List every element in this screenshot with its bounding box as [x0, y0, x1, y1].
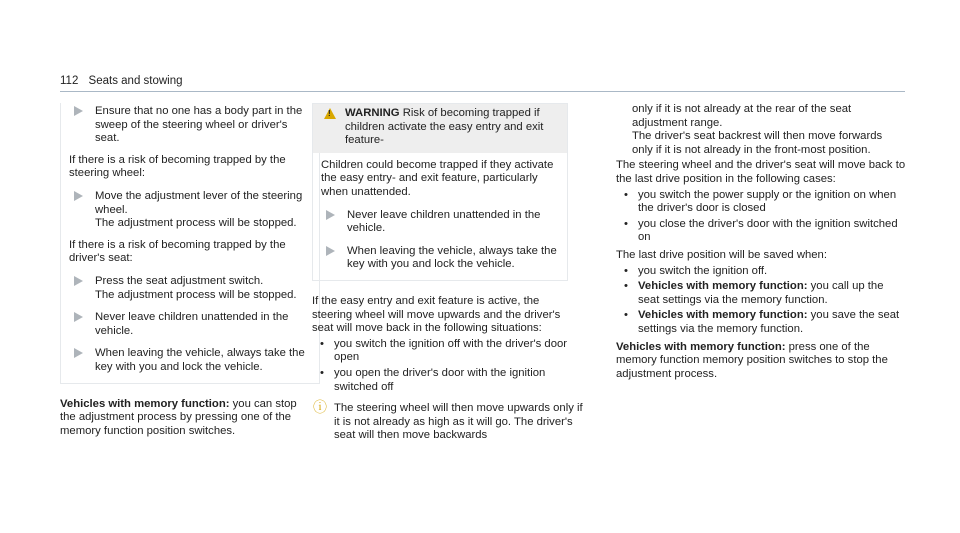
- step-text: Ensure that no one has a body part in the sweep of the steering wheel or driver's seat.: [95, 105, 303, 145]
- memory-text: press one of the memory function memory position switches to stop the adjustment process.: [616, 340, 888, 380]
- instruction-step: [321, 209, 559, 236]
- instruction-step: [69, 275, 309, 302]
- paragraph: If the easy entry and exit feature is active, the steering wheel will move upwards and the driver's seat will move back in the following situations:: [312, 294, 561, 335]
- bullet: •: [624, 309, 628, 322]
- list-item-text: you switch the ignition off with the driver's door open: [334, 337, 568, 364]
- list-item: [312, 338, 584, 365]
- step-arrow-icon: [74, 191, 83, 201]
- step-text: When leaving the vehicle, always take the key with you and lock the vehicle.: [347, 244, 557, 271]
- column-3: [616, 103, 906, 381]
- warning-header: [313, 104, 567, 153]
- list-item-text: you call up the seat settings via the memory function.: [638, 280, 884, 306]
- list-item-text: you save the seat settings via the memory function.: [638, 309, 900, 335]
- list-item: [616, 309, 906, 336]
- memory-text: you can stop the adjustment process by pressing one of the memory function position switches.: [60, 397, 297, 437]
- step-text: Never leave children unattended in the vehicle.: [95, 311, 289, 337]
- list-item-text: you open the driver's door with the ignition switched off: [334, 366, 546, 393]
- bullet: •: [320, 366, 324, 379]
- page-number: 112: [60, 75, 79, 87]
- list-item-text: you switch the ignition off.: [638, 264, 768, 277]
- list-item: [616, 189, 906, 216]
- step-text: Move the adjustment lever of the steering wheel. The adjustment process will be stopped.: [95, 189, 303, 230]
- list-item: [616, 280, 906, 307]
- instruction-step: [69, 347, 309, 374]
- step-arrow-icon: [326, 246, 335, 256]
- note: [312, 399, 584, 443]
- step-arrow-icon: [74, 348, 83, 358]
- memory-paragraph: [616, 341, 906, 382]
- list-item: [312, 367, 584, 394]
- bullet: •: [320, 337, 324, 350]
- list-item-label: Vehicles with memory function:: [638, 309, 808, 322]
- note-text: The steering wheel will then move upwards only if it is not already as high as it will go. The driver's seat will then move backwards: [334, 402, 583, 442]
- step-arrow-icon: [74, 276, 83, 286]
- step-text: Press the seat adjustment switch. The adjustment process will be stopped.: [95, 274, 297, 301]
- column-1: [60, 103, 320, 438]
- instruction-step: [69, 311, 309, 338]
- warning-box: [312, 103, 568, 281]
- column-2: [312, 103, 584, 443]
- step-text: When leaving the vehicle, always take the key with you and lock the vehicle.: [95, 347, 305, 373]
- step-text: Never leave children unattended in the vehicle.: [347, 208, 541, 235]
- memory-label: Vehicles with memory function:: [616, 340, 786, 353]
- instruction-step: [69, 190, 309, 231]
- paragraph: The last drive position will be saved when:: [616, 248, 827, 261]
- page-header: [60, 75, 183, 89]
- instruction-step: [69, 105, 309, 146]
- instruction-box: [60, 103, 320, 384]
- paragraph: If there is a risk of becoming trapped by the driver's seat:: [69, 238, 286, 265]
- list-item-text: you close the driver's door with the ignition switched on: [638, 217, 898, 244]
- bullet: •: [624, 280, 628, 293]
- list-item-label: Vehicles with memory function:: [638, 280, 808, 293]
- warning-label: WARNING: [345, 107, 400, 119]
- list-item: [616, 218, 906, 245]
- bullet: •: [624, 264, 628, 277]
- instruction-step: [321, 245, 559, 272]
- memory-paragraph: [60, 398, 310, 439]
- warning-title: Risk of becoming trapped if children activate the easy entry and exit feature-: [345, 107, 544, 147]
- bullet: •: [624, 217, 628, 230]
- step-arrow-icon: [74, 106, 83, 116]
- warning-body: [313, 153, 567, 280]
- memory-label: Vehicles with memory function:: [60, 397, 230, 410]
- continued-note: only if it is not already at the rear of the seat adjustment range. The driver's seat backrest will then move forwards only if it is not already in the front-most position.: [632, 103, 883, 156]
- list-item: [616, 265, 906, 279]
- bullet: •: [624, 188, 628, 201]
- section-title: Seats and stowing: [88, 75, 183, 87]
- paragraph: The steering wheel and the driver's seat will move back to the last drive position in the following cases:: [616, 159, 906, 185]
- paragraph: If there is a risk of becoming trapped by the steering wheel:: [69, 153, 286, 180]
- info-icon: ⓘ: [313, 399, 327, 416]
- warning-text: Children could become trapped if they activate the easy entry- and exit feature, particularly when unattended.: [321, 158, 554, 198]
- list-item-text: you switch the power supply or the ignition on when the driver's door is closed: [638, 188, 897, 215]
- header-rule: [60, 91, 905, 92]
- step-arrow-icon: [74, 312, 83, 322]
- warning-triangle-icon: [324, 108, 336, 119]
- step-arrow-icon: [326, 210, 335, 220]
